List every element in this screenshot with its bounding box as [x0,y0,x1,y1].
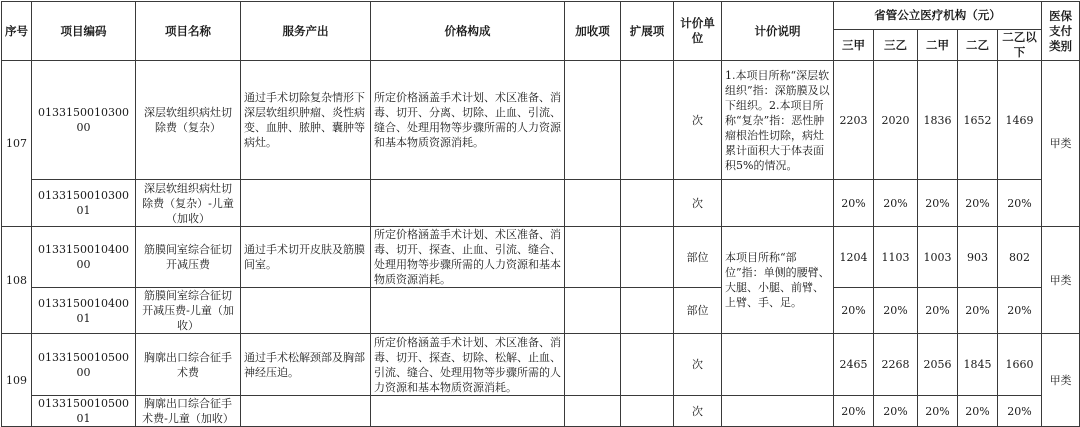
surcharge-cell [565,61,621,180]
price-2b-below-cell: 802 [998,227,1042,288]
code-cell: 013315001030001 [32,180,136,227]
unit-cell: 次 [674,61,722,180]
unit-cell: 次 [674,180,722,227]
price-composition-cell: 所定价格涵盖手术计划、术区准备、消毒、切开、探查、止血、引流、缝合、处理用物等步骤所需的人力资源和基本物质资源消耗。 [371,227,565,288]
table-row [2,61,1080,180]
price-3b-cell: 20% [874,180,918,227]
header-insurance: 医保支付类别 [1042,2,1080,61]
header-institution-group: 省管公立医疗机构（元） [834,2,1042,30]
output-cell: 通过手术切除复杂情形下深层软组织肿瘤、炎性病变、血肿、脓肿、囊肿等病灶。 [241,61,371,180]
price-3b-cell: 20% [874,288,918,334]
price-2b-below-cell: 1469 [998,61,1042,180]
price-2a-cell: 20% [918,180,958,227]
extension-cell [621,61,674,180]
pricing-note-cell [722,334,834,396]
name-cell: 深层软组织病灶切除费（复杂）-儿童（加收） [136,180,241,227]
header-surcharge: 加收项 [565,2,621,61]
unit-cell: 次 [674,334,722,396]
name-cell: 筋膜间室综合征切开减压费-儿童（加收） [136,288,241,334]
price-2b-cell: 1652 [958,61,998,180]
table-row [2,288,1080,334]
header-output: 服务产出 [241,2,371,61]
code-cell: 013315001050001 [32,396,136,427]
output-cell: 通过手术切开皮肤及筋膜间室。 [241,227,371,288]
table-row [2,180,1080,227]
code-cell: 013315001030000 [32,61,136,180]
header-level-3b: 三乙 [874,30,918,61]
code-cell: 013315001040000 [32,227,136,288]
table-row [2,227,1080,288]
name-cell: 胸廓出口综合征手术费 [136,334,241,396]
price-3b-cell: 2020 [874,61,918,180]
price-3a-cell: 20% [834,288,874,334]
header-code: 项目编码 [32,2,136,61]
surcharge-cell [565,288,621,334]
code-cell: 013315001040001 [32,288,136,334]
pricing-note-cell: 1.本项目所称“深层软组织”指：深筋膜及以下组织。2.本项目所称“复杂”指：恶性肿瘤根治性切除，病灶累计面积大于体表面积5%的情况。 [722,61,834,180]
name-cell: 深层软组织病灶切除费（复杂） [136,61,241,180]
extension-cell [621,334,674,396]
price-2b-below-cell: 20% [998,396,1042,427]
header-price-composition: 价格构成 [371,2,565,61]
unit-cell: 部位 [674,227,722,288]
price-2a-cell: 20% [918,396,958,427]
header-extension: 扩展项 [621,2,674,61]
price-2b-cell: 20% [958,288,998,334]
price-composition-cell: 所定价格涵盖手术计划、术区准备、消毒、切开、探查、切除、松解、止血、引流、缝合、处理用物等步骤所需的人力资源和基本物质资源消耗。 [371,334,565,396]
insurance-cell: 甲类 [1042,61,1080,227]
header-level-2b-below: 二乙以下 [998,30,1042,61]
insurance-cell: 甲类 [1042,227,1080,334]
output-cell [241,396,371,427]
extension-cell [621,227,674,288]
header-unit: 计价单位 [674,2,722,61]
surcharge-cell [565,334,621,396]
header-level-3a: 三甲 [834,30,874,61]
price-composition-cell [371,288,565,334]
fee-table [1,1,1080,427]
price-2b-cell: 20% [958,396,998,427]
price-2b-below-cell: 20% [998,180,1042,227]
code-cell: 013315001050000 [32,334,136,396]
pricing-note-cell [722,396,834,427]
price-composition-cell [371,396,565,427]
price-composition-cell [371,180,565,227]
insurance-cell: 甲类 [1042,334,1080,427]
price-3a-cell: 2465 [834,334,874,396]
unit-cell: 次 [674,396,722,427]
price-2a-cell: 2056 [918,334,958,396]
header-level-2a: 二甲 [918,30,958,61]
name-cell: 筋膜间室综合征切开减压费 [136,227,241,288]
price-3a-cell: 20% [834,180,874,227]
seq-cell: 108 [2,227,32,334]
price-composition-cell: 所定价格涵盖手术计划、术区准备、消毒、切开、分离、切除、止血、引流、缝合、处理用物等步骤所需的人力资源和基本物质资源消耗。 [371,61,565,180]
pricing-note-cell: 本项目所称“部位”指：单侧的腰臂、大腿、小腿、前臂、上臂、手、足。 [722,227,834,334]
price-2b-cell: 20% [958,180,998,227]
price-3b-cell: 2268 [874,334,918,396]
unit-cell: 部位 [674,288,722,334]
price-2b-below-cell: 1660 [998,334,1042,396]
extension-cell [621,288,674,334]
surcharge-cell [565,396,621,427]
price-3a-cell: 1204 [834,227,874,288]
table-row [2,396,1080,427]
surcharge-cell [565,180,621,227]
seq-cell: 109 [2,334,32,427]
name-cell: 胸廓出口综合征手术费-儿童（加收） [136,396,241,427]
extension-cell [621,180,674,227]
price-2a-cell: 1836 [918,61,958,180]
price-2a-cell: 1003 [918,227,958,288]
price-3a-cell: 2203 [834,61,874,180]
pricing-note-cell [722,180,834,227]
seq-cell: 107 [2,61,32,227]
price-3b-cell: 1103 [874,227,918,288]
extension-cell [621,396,674,427]
table-row [2,334,1080,396]
price-2b-below-cell: 20% [998,288,1042,334]
output-cell [241,288,371,334]
price-3a-cell: 20% [834,396,874,427]
price-2a-cell: 20% [918,288,958,334]
price-2b-cell: 903 [958,227,998,288]
header-name: 项目名称 [136,2,241,61]
output-cell [241,180,371,227]
header-pricing-note: 计价说明 [722,2,834,61]
header-level-2b: 二乙 [958,30,998,61]
output-cell: 通过手术松解颈部及胸部神经压迫。 [241,334,371,396]
header-seq: 序号 [2,2,32,61]
surcharge-cell [565,227,621,288]
price-3b-cell: 20% [874,396,918,427]
price-2b-cell: 1845 [958,334,998,396]
